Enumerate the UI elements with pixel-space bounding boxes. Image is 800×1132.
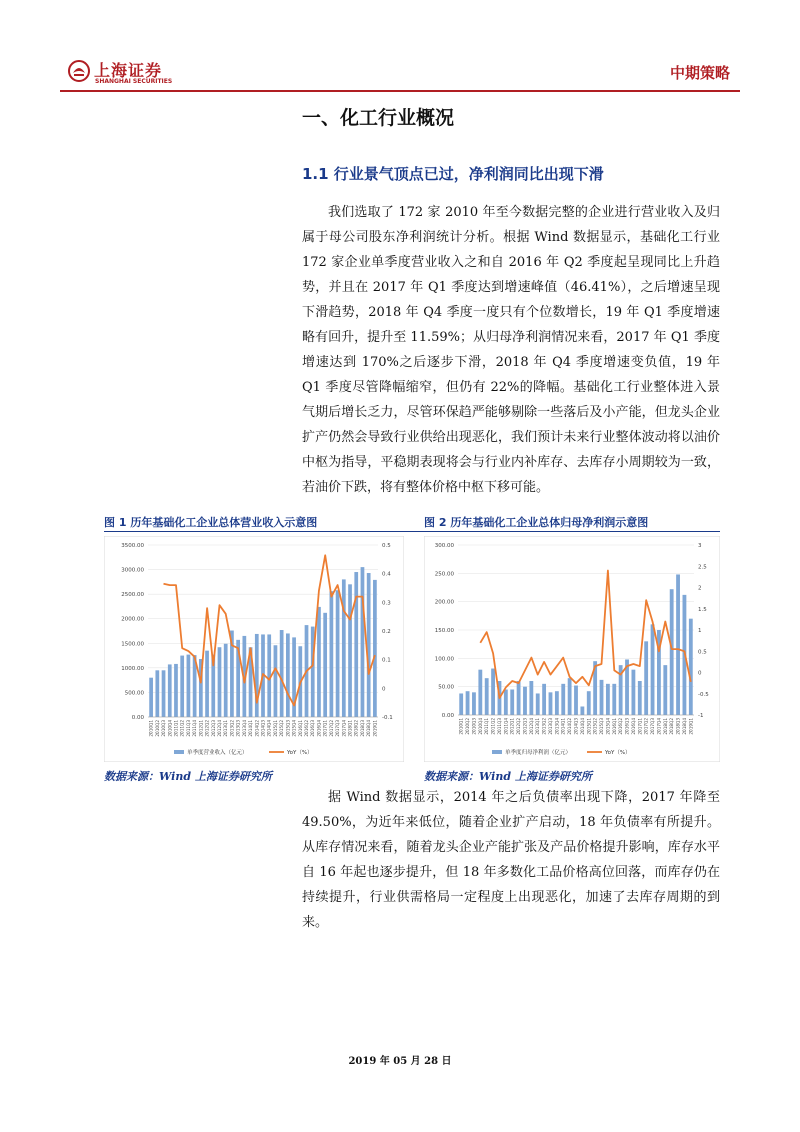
revenue-x-tick-label: 2014Q4 <box>266 720 272 737</box>
revenue-right-tick-label: 0.3 <box>382 600 391 607</box>
revenue-bar <box>162 670 166 717</box>
page-header <box>60 52 740 92</box>
revenue-bar <box>373 580 377 717</box>
revenue-bar <box>348 584 352 717</box>
profit-x-tick-label: 2014Q4 <box>579 718 585 735</box>
revenue-left-tick-label: 0.00 <box>131 715 144 721</box>
revenue-right-tick-label: 0.5 <box>382 543 391 549</box>
revenue-right-tick-label: 0.4 <box>382 571 391 578</box>
profit-x-tick-label: 2016Q1 <box>611 718 617 735</box>
revenue-x-tick-label: 2018Q2 <box>353 720 359 737</box>
profit-bar <box>549 692 553 715</box>
profit-x-tick-label: 2014Q2 <box>567 718 573 735</box>
profit-legend-bar-label: 单季度归母净利润（亿元） <box>505 750 572 756</box>
profit-right-tick-label: 2.5 <box>698 564 707 571</box>
profit-right-tick-label: -0.5 <box>698 691 709 698</box>
profit-bar <box>561 684 565 715</box>
figure-1-title: 图 1 历年基础化工企业总体营业收入示意图 <box>104 516 318 529</box>
profit-bar <box>644 641 648 715</box>
revenue-x-tick-label: 2015Q3 <box>285 720 291 737</box>
profit-x-tick-label: 2013Q2 <box>541 718 547 735</box>
revenue-left-tick-label: 1000.00 <box>121 665 144 672</box>
profit-x-tick-label: 2017Q4 <box>656 718 662 735</box>
revenue-x-tick-label: 2010Q3 <box>161 720 167 737</box>
revenue-bar <box>205 651 209 717</box>
revenue-left-tick-label: 2000.00 <box>121 616 144 623</box>
profit-left-tick-label: 300.00 <box>434 543 454 549</box>
revenue-left-tick-label: 2500.00 <box>121 592 144 599</box>
revenue-x-tick-label: 2013Q2 <box>229 720 235 737</box>
profit-x-tick-label: 2012Q2 <box>516 718 522 735</box>
revenue-bar <box>180 656 184 717</box>
revenue-x-tick-label: 2017Q3 <box>335 720 341 737</box>
revenue-legend-bar-swatch <box>174 750 184 754</box>
revenue-x-tick-label: 2016Q1 <box>297 720 303 737</box>
profit-right-tick-label: -1 <box>698 713 704 719</box>
revenue-bar <box>155 670 159 717</box>
profit-bar <box>472 692 476 715</box>
revenue-bar <box>330 591 334 717</box>
profit-x-tick-label: 2015Q3 <box>599 718 605 735</box>
revenue-x-tick-label: 2010Q1 <box>148 720 154 737</box>
revenue-left-tick-label: 3500.00 <box>121 543 144 549</box>
profit-x-tick-label: 2010Q4 <box>477 718 483 735</box>
revenue-x-tick-label: 2011Q4 <box>192 720 198 737</box>
revenue-x-tick-label: 2018Q3 <box>359 720 365 737</box>
profit-x-tick-label: 2017Q3 <box>650 718 656 735</box>
figure-title-rule <box>104 531 720 532</box>
revenue-x-tick-label: 2017Q4 <box>341 720 347 737</box>
profit-left-tick-label: 200.00 <box>434 599 454 606</box>
revenue-x-tick-label: 2012Q3 <box>210 720 216 737</box>
revenue-bar <box>336 590 340 717</box>
profit-bar <box>676 574 680 715</box>
profit-right-tick-label: 0.5 <box>698 649 707 656</box>
profit-x-tick-label: 2018Q1 <box>662 718 668 735</box>
revenue-x-tick-label: 2014Q1 <box>248 720 254 737</box>
logo-subtext: SHANGHAI SECURITIES <box>95 78 173 85</box>
revenue-bar <box>286 633 290 717</box>
profit-bar <box>459 693 463 715</box>
profit-bar <box>466 691 470 715</box>
revenue-chart <box>104 536 404 762</box>
revenue-x-tick-label: 2011Q3 <box>185 720 191 737</box>
revenue-x-tick-label: 2012Q4 <box>216 720 222 737</box>
profit-x-tick-label: 2018Q3 <box>675 718 681 735</box>
revenue-x-tick-label: 2017Q2 <box>328 720 334 737</box>
revenue-x-tick-label: 2014Q2 <box>254 720 260 737</box>
profit-x-tick-label: 2011Q3 <box>496 718 502 735</box>
profit-bar <box>689 619 693 715</box>
figure-1-source: 数据来源：Wind 上海证券研究所 <box>104 770 272 783</box>
profit-x-tick-label: 2017Q2 <box>643 718 649 735</box>
document-type: 中期策略 <box>669 64 730 82</box>
profit-x-tick-label: 2011Q1 <box>484 718 490 735</box>
profit-bar <box>670 589 674 715</box>
revenue-bar <box>218 647 222 717</box>
logo-text: 上海证券 <box>94 61 163 80</box>
profit-bar <box>574 686 578 715</box>
profit-bar <box>536 693 540 715</box>
revenue-right-tick-label: 0 <box>382 686 386 693</box>
revenue-x-tick-label: 2014Q3 <box>260 720 266 737</box>
revenue-x-tick-label: 2017Q1 <box>322 720 328 737</box>
profit-bar <box>504 690 508 716</box>
revenue-x-tick-label: 2015Q4 <box>291 720 297 737</box>
profit-bar <box>555 691 559 715</box>
revenue-left-tick-label: 500.00 <box>124 690 144 697</box>
profit-x-tick-label: 2017Q1 <box>637 718 643 735</box>
profit-x-tick-label: 2014Q1 <box>560 718 566 735</box>
profit-x-tick-label: 2016Q4 <box>630 718 636 735</box>
profit-right-tick-label: 1 <box>698 628 702 634</box>
profit-x-tick-label: 2010Q1 <box>458 718 464 735</box>
profit-x-tick-label: 2013Q1 <box>535 718 541 735</box>
revenue-bar <box>224 644 228 717</box>
profit-x-tick-label: 2010Q3 <box>471 718 477 735</box>
profit-left-tick-label: 100.00 <box>434 656 454 663</box>
profit-x-tick-label: 2012Q4 <box>528 718 534 735</box>
profit-legend-bar-swatch <box>492 750 502 754</box>
body-paragraph-1: 我们选取了 172 家 2010 年至今数据完整的企业进行营业收入及归属于母公司股东净利润统计分析。根据 Wind 数据显示，基础化工行业 172 家企业单季度营业收入之和自 2016 年 Q2 季度起呈现同比上升趋势，并且在 2017 年 Q1 季度达到增速峰值（46.41%），之后增速呈现下滑趋势，2018 年 Q4 季度一度只有个位数增长，19 年 Q1 季度增速略有回升，提升至 11.59%；从归母净利润情况来看，2017 年 Q1 季度增速达到 170%之后逐步下滑，2018 年 Q4 季度增速变负值，19 年 Q1 季度尽管降幅缩窄，但仍有 22%的降幅。基础化工行业整体进入景气期后增长乏力，尽管环保趋严能够剔除一些落后及小产能，但龙头企业扩产仍然会导致行业供给出现恶化，我们预计未来行业整体波动将以油价中枢为指导，平稳期表现将会与行业内补库存、去库存小周期较为一致，若油价下跌，将有整体价格中枢下移可能。 <box>302 205 720 495</box>
profit-left-tick-label: 50.00 <box>438 684 454 691</box>
revenue-bar <box>174 664 178 717</box>
revenue-x-tick-label: 2018Q1 <box>347 720 353 737</box>
profit-x-tick-label: 2010Q2 <box>465 718 471 735</box>
revenue-right-tick-label: 0.1 <box>382 657 391 664</box>
profit-right-tick-label: 2 <box>698 585 702 592</box>
profit-x-tick-label: 2011Q2 <box>490 718 496 735</box>
profit-right-tick-label: 3 <box>698 543 702 549</box>
profit-bar <box>663 665 667 715</box>
profit-bar <box>529 681 533 715</box>
profit-x-tick-label: 2015Q4 <box>605 718 611 735</box>
revenue-left-tick-label: 1500.00 <box>121 641 144 648</box>
profit-x-tick-label: 2011Q4 <box>503 718 509 735</box>
net-profit-chart <box>424 536 720 762</box>
footer-date: 2019 年 05 月 28 日 <box>348 1056 452 1067</box>
revenue-bar <box>342 579 346 717</box>
profit-x-tick-label: 2018Q2 <box>669 718 675 735</box>
profit-right-tick-label: 0 <box>698 670 702 677</box>
revenue-x-tick-label: 2011Q1 <box>173 720 179 737</box>
profit-left-tick-label: 250.00 <box>434 571 454 578</box>
profit-left-tick-label: 0.00 <box>441 713 454 719</box>
profit-bar <box>517 681 521 715</box>
revenue-bar <box>317 607 321 717</box>
profit-bar <box>523 687 527 715</box>
profit-bar <box>651 624 655 715</box>
brand-logo <box>68 58 178 90</box>
profit-bar <box>478 670 482 715</box>
body-paragraph-2: 据 Wind 数据显示，2014 年之后负债率出现下降，2017 年降至 49.50%，为近年来低位，随着企业扩产启动，18 年负债率有所提升。从库存情况来看，随着龙头企业产能扩张及产品价格提升影响，库存水平自 16 年起也逐步提升，但 18 年多数化工品价格高位回落，而库存仍在持续提升，行业供需格局一定程度上出现恶化，加速了去库存周期的到来。 <box>302 790 720 930</box>
profit-bar <box>491 669 495 715</box>
profit-legend-line-label: YoY（%） <box>605 750 631 756</box>
subsection-title: 1.1 行业景气顶点已过，净利润同比出现下滑 <box>302 165 604 183</box>
revenue-bar <box>168 664 172 717</box>
revenue-x-tick-label: 2016Q2 <box>304 720 310 737</box>
revenue-x-tick-label: 2012Q2 <box>204 720 210 737</box>
revenue-x-tick-label: 2011Q2 <box>179 720 185 737</box>
revenue-x-tick-label: 2016Q3 <box>310 720 316 737</box>
profit-x-tick-label: 2013Q3 <box>547 718 553 735</box>
profit-x-tick-label: 2015Q2 <box>592 718 598 735</box>
revenue-bar <box>149 678 153 717</box>
profit-left-tick-label: 150.00 <box>434 628 454 634</box>
revenue-x-tick-label: 2013Q4 <box>241 720 247 737</box>
logo-icon <box>68 60 90 82</box>
revenue-right-tick-label: 0.2 <box>382 629 391 635</box>
profit-bar <box>568 678 572 715</box>
profit-x-tick-label: 2013Q4 <box>554 718 560 735</box>
revenue-x-tick-label: 2010Q2 <box>154 720 160 737</box>
revenue-x-tick-label: 2013Q1 <box>223 720 229 737</box>
revenue-x-tick-label: 2019Q1 <box>372 720 378 737</box>
revenue-x-tick-label: 2010Q4 <box>167 720 173 737</box>
revenue-bar <box>361 567 365 717</box>
profit-bar <box>600 680 604 715</box>
profit-bar <box>638 681 642 715</box>
profit-bar <box>485 678 489 715</box>
figure-2-title: 图 2 历年基础化工企业总体归母净利润示意图 <box>424 516 649 529</box>
profit-x-tick-label: 2016Q2 <box>618 718 624 735</box>
revenue-bar <box>274 645 278 717</box>
profit-bar <box>606 684 610 715</box>
revenue-bar <box>354 572 358 717</box>
profit-x-tick-label: 2012Q3 <box>522 718 528 735</box>
profit-x-tick-label: 2016Q3 <box>624 718 630 735</box>
profit-x-tick-label: 2018Q4 <box>681 718 687 735</box>
revenue-legend-line-label: YoY（%） <box>287 750 313 756</box>
profit-bar <box>631 670 635 715</box>
profit-x-tick-label: 2015Q1 <box>586 718 592 735</box>
profit-bar <box>612 684 616 715</box>
revenue-bar <box>280 630 284 717</box>
revenue-right-tick-label: -0.1 <box>382 715 393 721</box>
profit-x-tick-label: 2014Q3 <box>573 718 579 735</box>
profit-x-tick-label: 2012Q1 <box>509 718 515 735</box>
revenue-bar <box>255 634 259 717</box>
revenue-x-tick-label: 2018Q4 <box>366 720 372 737</box>
profit-bar <box>542 684 546 715</box>
profit-x-tick-label: 2019Q1 <box>688 718 694 735</box>
figure-2-source: 数据来源：Wind 上海证券研究所 <box>424 770 592 783</box>
revenue-x-tick-label: 2013Q3 <box>235 720 241 737</box>
profit-bar <box>587 691 591 715</box>
revenue-x-tick-label: 2015Q1 <box>272 720 278 737</box>
profit-bar <box>510 690 514 716</box>
profit-right-tick-label: 1.5 <box>698 606 707 613</box>
revenue-x-tick-label: 2012Q1 <box>198 720 204 737</box>
revenue-left-tick-label: 3000.00 <box>121 567 144 574</box>
profit-bar <box>580 707 584 716</box>
revenue-x-tick-label: 2016Q4 <box>316 720 322 737</box>
revenue-legend-bar-label: 单季度营业收入（亿元） <box>187 750 248 756</box>
revenue-bar <box>323 613 327 717</box>
revenue-x-tick-label: 2015Q2 <box>279 720 285 737</box>
section-title: 一、化工行业概况 <box>302 107 455 129</box>
revenue-bar <box>367 573 371 717</box>
revenue-bar <box>187 655 191 717</box>
